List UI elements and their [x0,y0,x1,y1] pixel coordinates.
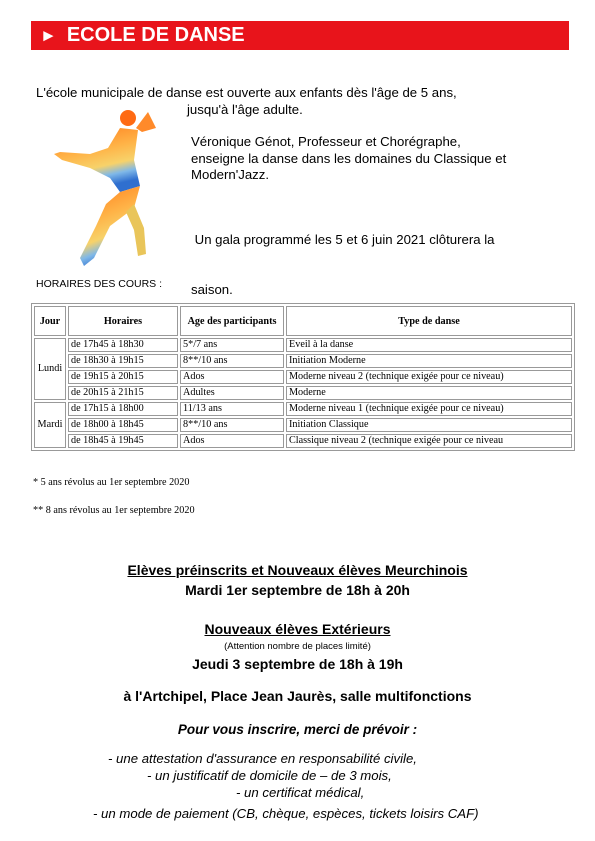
schedule-caption: HORAIRES DES COURS : [36,278,163,290]
table-header-row [34,306,572,336]
title-banner [31,21,569,50]
group2-note: (Attention nombre de places limité) [224,641,371,652]
header-day: Jour [34,306,66,336]
hours-cell: de 18h30 à 19h15 [68,354,178,368]
table-row [34,338,572,352]
footnote-2: ** 8 ans révolus au 1er septembre 2020 [33,505,195,516]
hours-cell: de 19h15 à 20h15 [68,370,178,384]
table-row [34,418,572,432]
hours-cell: de 18h00 à 18h45 [68,418,178,432]
hours-cell: de 20h15 à 21h15 [68,386,178,400]
type-cell: Eveil à la danse [286,338,572,352]
table-row [34,402,572,416]
type-cell: Initiation Moderne [286,354,572,368]
gala-line: saison. [191,281,233,297]
requirement-item: - un certificat médical, [236,785,365,800]
teacher-line: enseigne la danse dans les domaines du Classique et [191,150,507,166]
hours-cell: de 17h45 à 18h30 [68,338,178,352]
type-cell: Moderne niveau 2 (technique exigée pour ce niveau) [286,370,572,384]
header-type: Type de danse [286,306,572,336]
page-title: ECOLE DE DANSE [66,24,245,46]
provide-title: Pour vous inscrire, merci de prévoir : [177,722,418,737]
teacher-line: Véronique Génot, Professeur et Chorégraphe, [191,134,461,149]
footnote-1: * 5 ans révolus au 1er septembre 2020 [33,477,190,488]
schedule-table [31,303,575,451]
age-cell: Ados [180,370,284,384]
gala-line: Un gala programmé les 5 et 6 juin 2021 clôturera la [191,232,495,247]
header-hours: Horaires [68,306,178,336]
table-row [34,354,572,368]
venue: à l'Artchipel, Place Jean Jaurès, salle multifonctions [123,688,472,704]
type-cell: Moderne niveau 1 (technique exigée pour ce niveau) [286,402,572,416]
age-cell: 8**/10 ans [180,354,284,368]
gala-paragraph [191,199,494,315]
schedule-table-wrap [31,303,575,451]
teacher-line: Modern'Jazz. [191,167,270,182]
day-cell: Mardi [34,402,66,448]
type-cell: Moderne [286,386,572,400]
type-cell: Classique niveau 2 (technique exigée pour ce niveau [286,434,572,448]
requirement-item: - une attestation d'assurance en responsabilité civile, [108,751,417,766]
header-age: Age des participants [180,306,284,336]
age-cell: 11/13 ans [180,402,284,416]
age-cell: Adultes [180,386,284,400]
table-row [34,434,572,448]
table-row [34,386,572,400]
group1-date: Mardi 1er septembre de 18h à 20h [185,582,410,598]
intro-line-1: L'école municipale de danse est ouverte aux enfants dès l'âge de 5 ans, [36,85,457,100]
teacher-paragraph [191,134,506,184]
requirement-item: - un mode de paiement (CB, chèque, espèces, tickets loisirs CAF) [93,806,479,821]
group2-date: Jeudi 3 septembre de 18h à 19h [192,656,403,672]
group2-title: Nouveaux élèves Extérieurs [204,621,391,637]
age-cell: 8**/10 ans [180,418,284,432]
hours-cell: de 17h15 à 18h00 [68,402,178,416]
hours-cell: de 18h45 à 19h45 [68,434,178,448]
play-triangle-icon: ► [40,26,57,45]
age-cell: Ados [180,434,284,448]
group1-title: Elèves préinscrits et Nouveaux élèves Meurchinois [127,562,468,578]
table-row [34,370,572,384]
type-cell: Initiation Classique [286,418,572,432]
requirement-item: - un justificatif de domicile de – de 3 mois, [147,768,392,783]
day-cell: Lundi [34,338,66,400]
intro-line-2: jusqu'à l'âge adulte. [187,102,303,117]
age-cell: 5*/7 ans [180,338,284,352]
dancer-illustration [50,108,160,268]
